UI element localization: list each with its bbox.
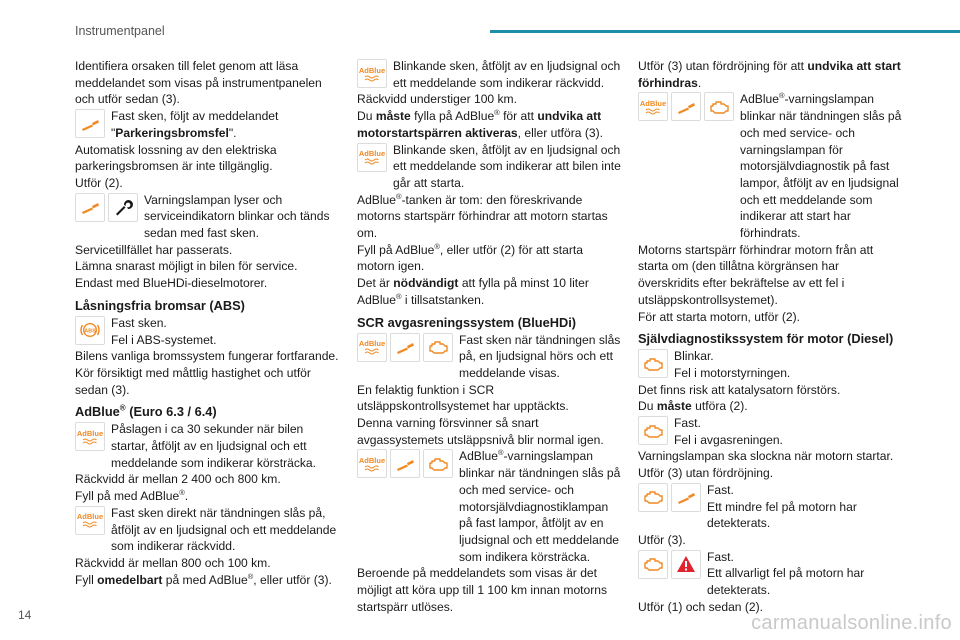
text-sup: ® (498, 448, 504, 458)
text: Fel i ABS-systemet. (111, 332, 217, 347)
text (75, 572, 339, 589)
text (357, 108, 621, 141)
text (459, 448, 621, 565)
text: Du (357, 109, 376, 124)
text: Fast sken direkt när tändningen slås på, åtföljt av en ljudsignal och ett meddelande som indikerar räckvidd. (111, 505, 337, 554)
adblue-icon (357, 449, 387, 478)
svg-text:ABS: ABS (84, 328, 96, 335)
text: Påslagen i ca 30 sekunder när bilen startar, åtföljt av en ljudsignal och ett meddelande som indikerar körsträcka. (111, 422, 317, 470)
abs-entry (75, 315, 339, 348)
column-3 (638, 58, 902, 616)
svg-text:AdBlue: AdBlue (76, 512, 104, 522)
text: ". (228, 125, 237, 140)
heading-sup: ® (119, 404, 126, 414)
text: En felaktig funktion i SCR utsläppskontrollsystemet har upptäckts. (357, 382, 569, 414)
text: Endast med BlueHDi-dieselmotorer. (75, 276, 268, 291)
text: Fast. (707, 482, 734, 497)
text: , eller utföra (3). (517, 125, 604, 140)
adblue-entry-2 (75, 505, 339, 555)
section-heading-abs: Låsningsfria bromsar (ABS) (75, 297, 245, 313)
text: Blinkande sken, åtföljt av en ljudsignal och ett meddelande som indikerar att bilen inte går att starta. (393, 142, 621, 190)
adblue-entry-3 (357, 58, 621, 91)
svg-text:AdBlue: AdBlue (358, 339, 386, 349)
section-heading-scr: SCR avgasreningssystem (BlueHDi) (357, 314, 577, 330)
column-1 (75, 58, 339, 588)
text: Blinkar. (674, 349, 714, 364)
spanner-icon (108, 193, 138, 222)
text: För att starta motorn, utför (2). (638, 309, 800, 324)
wrench-icon (75, 193, 105, 222)
text: Fel i avgasreningen. (674, 432, 783, 447)
wrench-icon (75, 109, 105, 138)
text-sup: ® (396, 191, 402, 201)
text-bold: undvika att start förhindras (638, 59, 901, 90)
engine-icon (423, 449, 453, 478)
wrench-icon (390, 449, 420, 478)
column-2 (357, 58, 621, 616)
text: Fyll på med AdBlue (75, 489, 180, 504)
svg-text:AdBlue: AdBlue (76, 428, 104, 438)
svg-text:AdBlue: AdBlue (639, 98, 667, 108)
text: Utför (2). (75, 175, 123, 190)
page-number: 14 (18, 608, 32, 622)
text: utföra (2). (691, 399, 748, 414)
text: AdBlue (357, 192, 396, 207)
adblue-icon (75, 506, 105, 535)
intro-paragraph: Identifiera orsaken till felet genom att läsa meddelandet som visas på instrumentpanelen och utför sedan (3). (75, 59, 322, 107)
text: Fast sken när tändningen slås på, en ljudsignal hörs och ett meddelande visas. (459, 332, 621, 380)
engine-icon (638, 349, 668, 378)
text: -varningslampan blinkar när tändningen slås på och med service- och motorsjälvdiagnostiklampan på fast lampor, åtföljt av en ljudsignal och ett meddelande som indikera körsträcka. (459, 449, 621, 564)
adblue-entry-1 (75, 421, 339, 471)
text: på med AdBlue (162, 572, 248, 587)
warning-triangle-icon (671, 550, 701, 579)
adblue-icon (357, 59, 387, 88)
wrench-icon (671, 483, 701, 512)
text: Fast. (674, 416, 701, 431)
text: Räckvidd är mellan 800 och 100 km. (75, 555, 271, 570)
text: Varningslampan ska slockna när motorn startar. (638, 449, 894, 464)
text: Ett mindre fel på motorn har detekterats. (707, 499, 857, 531)
text (357, 192, 621, 242)
adblue-icon (357, 333, 387, 362)
text: AdBlue (740, 92, 779, 107)
page-header-title: Instrumentpanel (75, 24, 165, 38)
text: i tillsatstanken. (401, 292, 485, 307)
scr-entry-2 (357, 448, 621, 565)
text-bold: Parkeringsbromsfel (115, 125, 229, 140)
text-sup: ® (494, 108, 500, 118)
text: -varningslampan blinkar när tändningen slås på och med service- och varningslampan för motorsjälvdiagnostik på fast lampor, åtföljt av en ljudsignal och ett meddelande som indikerar att start har förhindrats. (740, 92, 902, 241)
text: Utför (1) och sedan (2). (638, 599, 764, 614)
text: Fast sken. (111, 315, 167, 330)
text: Blinkande sken, åtföljt av en ljudsignal och ett meddelande som indikerar räckvidd. (393, 59, 621, 90)
text: Ett allvarligt fel på motorn har detekterats. (707, 566, 865, 598)
text: Fast sken, följt av meddelandet " (111, 109, 279, 140)
text: Motorns startspärr förhindrar motorn från att starta om (den tillåtna körgränsen har överskridits efter bekräftelse av ett fel i utsläppskontrollsystemet). (638, 242, 874, 307)
diag-entry-2 (638, 415, 902, 448)
text (740, 91, 902, 241)
text: , eller utför (3). (253, 572, 332, 587)
text: Fyll på AdBlue (357, 242, 435, 257)
text: Beroende på meddelandets som visas är det möjligt att köra upp till 1 100 km innan motorns startspärr utlöses. (357, 566, 608, 614)
text: Det är (357, 276, 394, 291)
text: Du (638, 399, 657, 414)
text-bold: nödvändigt (393, 276, 459, 291)
text-bold: undvika att motorstartspärren aktiveras (357, 109, 602, 140)
text: . (697, 75, 702, 90)
diag-entry-4 (638, 549, 902, 599)
heading-part: AdBlue (75, 404, 120, 420)
text: att fylla på minst 10 liter AdBlue (357, 276, 589, 307)
adblue-icon (638, 92, 668, 121)
text: Räckvidd understiger 100 km. (357, 92, 517, 107)
watermark: carmanualsonline.info (751, 612, 952, 634)
section-heading-adblue (75, 403, 339, 420)
text: fylla på AdBlue (410, 109, 495, 124)
text: Lämna snarast möjligt in bilen för service. (75, 259, 298, 274)
text (75, 488, 339, 505)
text (357, 242, 621, 275)
text-sup: ® (396, 291, 402, 301)
text-bold: måste (375, 109, 411, 124)
section-heading-diag: Självdiagnostikssystem för motor (Diesel) (638, 331, 894, 347)
text: Det finns risk att katalysatorn förstörs. (638, 382, 841, 397)
svg-text:AdBlue: AdBlue (358, 455, 386, 465)
text (638, 398, 902, 415)
svg-text:AdBlue: AdBlue (358, 149, 386, 159)
svg-text:AdBlue: AdBlue (358, 65, 386, 75)
heading-part: (Euro 6.3 / 6.4) (125, 404, 217, 420)
text-bold: måste (656, 399, 692, 414)
engine-icon (638, 550, 668, 579)
engine-icon (423, 333, 453, 362)
text: Räckvidd är mellan 2 400 och 800 km. (75, 472, 281, 487)
text: Varningslampan lyser och serviceindikatorn blinkar och tänds sedan med fast sken. (144, 192, 330, 241)
text: för att (499, 109, 538, 124)
engine-icon (704, 92, 734, 121)
text (638, 58, 902, 91)
diag-entry-1 (638, 348, 902, 381)
text: Utför (3) utan fördröjning för att (638, 59, 808, 73)
text: . (184, 489, 189, 504)
engine-icon (638, 416, 668, 445)
diag-entry-3 (638, 482, 902, 532)
adblue-icon (75, 422, 105, 451)
text: -tanken är tom: den föreskrivande motorns startspärr förhindrar att motorn startas om. (357, 192, 608, 241)
abs-icon (75, 316, 105, 345)
text: Fel i motorstyrningen. (674, 365, 791, 380)
text-sup: ® (179, 488, 185, 498)
text (357, 275, 621, 308)
parking-brake-entry (75, 108, 339, 141)
adblue-startblock-entry (638, 91, 902, 241)
adblue-icon (357, 143, 387, 172)
header-accent-bar (490, 30, 960, 33)
scr-entry-1 (357, 332, 621, 382)
wrench-icon (671, 92, 701, 121)
wrench-icon (390, 333, 420, 362)
text: Servicetillfället har passerats. (75, 242, 233, 257)
text: Fyll (75, 572, 98, 587)
text-bold: omedelbart (97, 572, 163, 587)
text: Kör försiktigt med måttlig hastighet och utför sedan (3). (75, 365, 311, 397)
adblue-entry-4 (357, 142, 621, 192)
text-sup: ® (434, 241, 440, 251)
text: , eller utför (2) för att starta motorn igen. (357, 242, 584, 274)
text: Fast. (707, 549, 734, 564)
text-sup: ® (779, 91, 785, 101)
text: Denna varning försvinner så snart avgassystemets utsläppsnivå blir normal igen. (357, 416, 604, 447)
text: Automatisk lossning av den elektriska parkeringsbromsen är inte tillgänglig. (75, 142, 277, 174)
engine-icon (638, 483, 668, 512)
text-sup: ® (247, 571, 254, 581)
text: Bilens vanliga bromssystem fungerar fortfarande. (75, 349, 339, 364)
text: AdBlue (459, 449, 498, 464)
service-entry (75, 192, 339, 242)
text: Utför (3). (638, 532, 686, 547)
text: Utför (3) utan fördröjning. (638, 466, 774, 481)
